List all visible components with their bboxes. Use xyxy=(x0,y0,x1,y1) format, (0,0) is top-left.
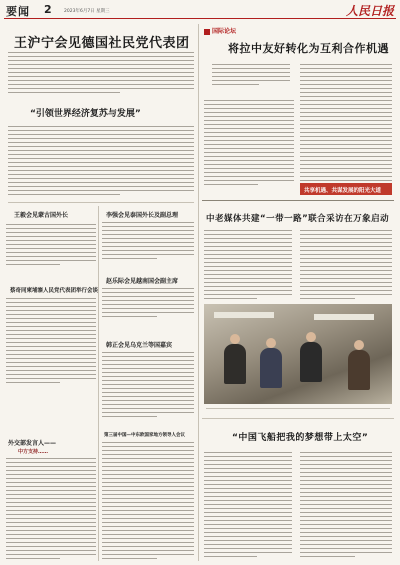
section-marker-icon xyxy=(204,29,210,35)
issue-date: 2023年6月7日 星期三 xyxy=(64,9,110,14)
quote-body xyxy=(8,126,194,198)
intl-banner: 共享机遇、共谋发展的阳光大道 xyxy=(300,183,392,195)
section-name: 要闻 xyxy=(6,5,30,18)
mid-article1-headline: 李强会见泰国外长及副总理 xyxy=(106,212,179,219)
left-article2-headline: 蔡奇同柬埔寨人民党代表团举行会谈 xyxy=(10,288,99,294)
mid-article3-body xyxy=(102,352,194,420)
intl-forum-tag xyxy=(204,26,236,35)
photo-person-head xyxy=(354,340,364,350)
photo-person xyxy=(300,342,322,382)
lead-body xyxy=(8,52,194,96)
mid-article3-headline: 韩正会见乌克兰等国嘉宾 xyxy=(106,342,173,349)
left-article3-headline: 外交部发言人—— xyxy=(8,440,57,447)
mid-article2-headline: 赵乐际会见越南国会副主席 xyxy=(106,278,179,285)
photo-light xyxy=(314,314,374,320)
feature-body-col1 xyxy=(204,452,292,560)
mid-article4-body xyxy=(102,442,194,562)
mid-article2-body xyxy=(102,288,194,320)
media-body-col1 xyxy=(204,230,292,302)
left-article3-subhead: 中方支持…… xyxy=(18,449,49,455)
page-number: 2 xyxy=(44,3,52,16)
divider xyxy=(202,418,394,419)
media-body-col2 xyxy=(300,230,392,302)
intl-body-col1 xyxy=(204,100,294,188)
intl-body-col2 xyxy=(300,64,392,188)
divider xyxy=(8,202,194,203)
feature-body-col2 xyxy=(300,452,392,560)
left-article-body xyxy=(6,224,96,268)
column-rule xyxy=(98,206,99,561)
photo-person-head xyxy=(266,338,276,348)
page-column-rule xyxy=(198,24,199,561)
photo-person xyxy=(260,348,282,388)
mid-article4-headline: 第三届中国—中东欧国家地方领导人会议 xyxy=(104,433,185,438)
lead-headline: 王沪宁会见德国社民党代表团 xyxy=(14,36,190,51)
left-article2-body xyxy=(6,298,96,386)
masthead xyxy=(4,3,396,19)
photo-person xyxy=(224,344,246,384)
photo-person xyxy=(348,350,370,390)
intl-headline: 将拉中友好转化为互利合作机遇 xyxy=(228,42,389,55)
intl-forum-label: 国际论坛 xyxy=(212,28,237,35)
feature-headline: “中国飞船把我的梦想带上太空” xyxy=(232,433,369,443)
newspaper-logo: 人民日报 xyxy=(345,4,394,18)
photo-person-head xyxy=(306,332,316,342)
left-article3-body xyxy=(6,458,96,562)
photo-caption xyxy=(206,408,390,412)
mid-article1-body xyxy=(102,222,194,262)
media-headline: 中老媒体共建“一带一路”联合采访在万象启动 xyxy=(206,214,390,224)
photo-person-head xyxy=(230,334,240,344)
divider xyxy=(202,200,394,201)
news-photo xyxy=(204,304,392,404)
quote-headline: “引领世界经济复苏与发展” xyxy=(30,109,141,119)
intl-quote-body xyxy=(212,64,290,88)
left-article-headline: 王毅会见蒙古国外长 xyxy=(14,212,69,219)
photo-light xyxy=(214,312,274,318)
